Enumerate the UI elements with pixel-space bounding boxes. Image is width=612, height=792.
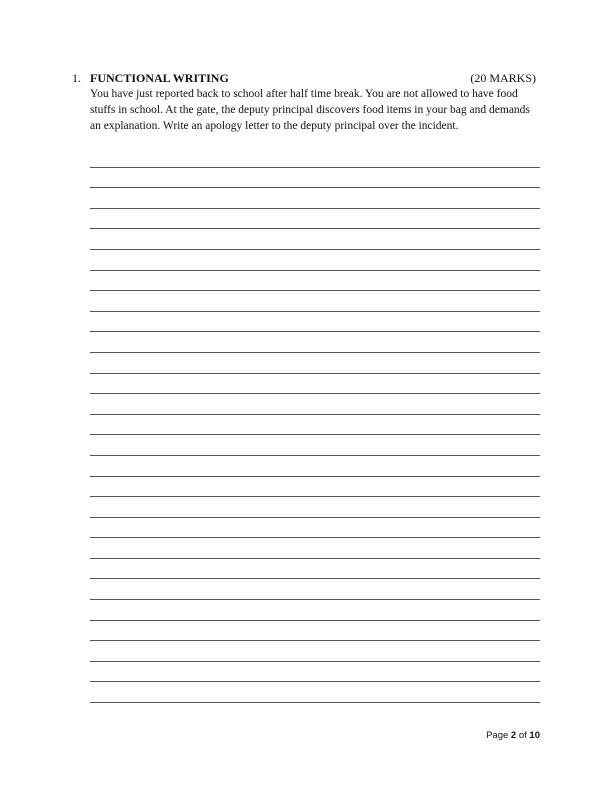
page-word: Page xyxy=(486,730,509,741)
question-number: 1. xyxy=(72,71,81,85)
answer-line xyxy=(90,332,540,353)
answer-line xyxy=(90,435,540,456)
question-prompt: You have just reported back to school after half time break. You are not allowed to have food stuffs in school. At the gate, the deputy principal discovers food items in your bag and demands an explanation. Write an apology letter to the deputy principal over the incident. xyxy=(90,88,530,132)
answer-line xyxy=(90,250,540,271)
answer-line xyxy=(90,682,540,703)
answer-line xyxy=(90,579,540,600)
answer-line xyxy=(90,291,540,312)
answer-line xyxy=(90,312,540,333)
question-title: FUNCTIONAL WRITING xyxy=(90,71,229,85)
answer-line xyxy=(90,621,540,642)
question-block xyxy=(72,70,540,134)
answer-line xyxy=(90,477,540,498)
answer-line xyxy=(90,353,540,374)
page-of-word: of xyxy=(518,730,527,741)
question-header xyxy=(72,70,540,86)
answer-line xyxy=(90,415,540,436)
answer-line xyxy=(90,271,540,292)
answer-lines xyxy=(90,147,540,703)
answer-line xyxy=(90,518,540,539)
question-marks: (20 MARKS) xyxy=(470,71,536,85)
page-footer xyxy=(486,730,540,741)
answer-line xyxy=(90,600,540,621)
answer-line xyxy=(90,168,540,189)
page-total: 10 xyxy=(529,730,540,741)
answer-line xyxy=(90,147,540,168)
answer-line xyxy=(90,497,540,518)
answer-line xyxy=(90,188,540,209)
answer-line xyxy=(90,641,540,662)
answer-line xyxy=(90,538,540,559)
answer-line xyxy=(90,662,540,683)
answer-line xyxy=(90,559,540,580)
answer-line xyxy=(90,456,540,477)
answer-line xyxy=(90,209,540,230)
answer-line xyxy=(90,374,540,395)
answer-line xyxy=(90,394,540,415)
answer-line xyxy=(90,229,540,250)
page-current: 2 xyxy=(510,730,517,741)
